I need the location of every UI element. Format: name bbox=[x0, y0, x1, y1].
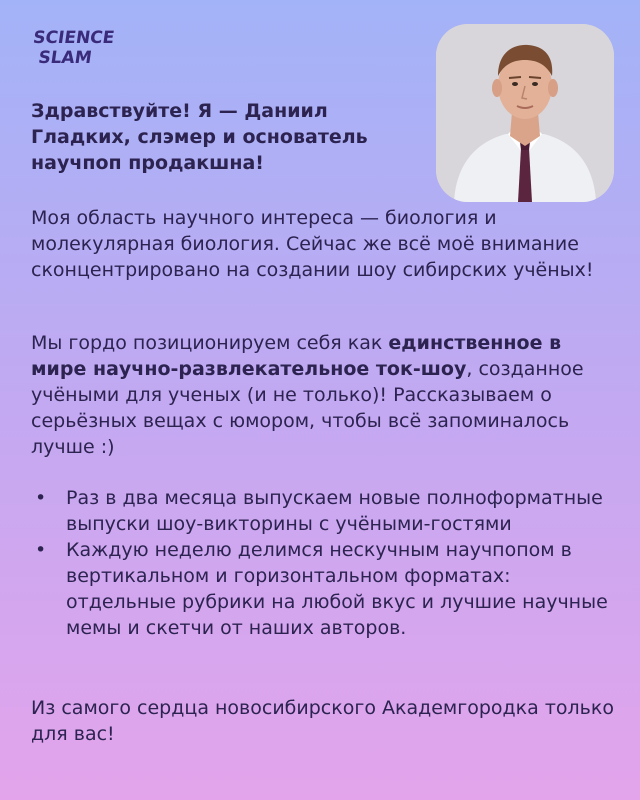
logo-line-1: SCIENCE bbox=[31, 28, 116, 48]
paragraph-show-after: , созданное учёными для ученых (и не только)! Рассказываем о серьёзных вещах с юмором, чтобы всё запоминалось лучше :) bbox=[31, 358, 584, 458]
list-item bbox=[31, 537, 616, 641]
bullet-icon: • bbox=[35, 539, 47, 561]
features-list bbox=[31, 485, 616, 641]
list-item bbox=[31, 485, 616, 537]
list-item-text: Каждую неделю делимся нескучным научпопом в вертикальном и горизонтальном форматах: отдельные рубрики на любой вкус и лучшие научные мемы и скетчи от наших авторов. bbox=[66, 539, 608, 639]
paragraph-show-highlight: единственное в мире научно-развлекательное ток-шоу bbox=[31, 332, 562, 380]
paragraph-show bbox=[31, 330, 616, 460]
logo-line-2: SLAM bbox=[37, 48, 93, 68]
speaker-photo bbox=[436, 24, 614, 202]
speaker-portrait-illustration bbox=[436, 24, 614, 202]
list-item-text: Раз в два месяца выпускаем новые полноформатные выпуски шоу-викторины с учёными-гостями bbox=[66, 487, 603, 535]
science-slam-logo bbox=[27, 28, 116, 80]
bullet-icon: • bbox=[35, 487, 47, 509]
paragraph-research: Моя область научного интереса — биология и молекулярная биология. Сейчас же всё моё внимание сконцентрировано на создании шоу сибирских учёных! bbox=[31, 207, 594, 281]
paragraph-show-before: Мы гордо позиционируем себя как bbox=[31, 332, 389, 354]
intro-heading: Здравствуйте! Я — Даниил Гладких, слэмер и основатель научпоп продакшна! bbox=[31, 100, 368, 174]
closing-paragraph: Из самого сердца новосибирского Академгородка только для вас! bbox=[31, 697, 614, 745]
